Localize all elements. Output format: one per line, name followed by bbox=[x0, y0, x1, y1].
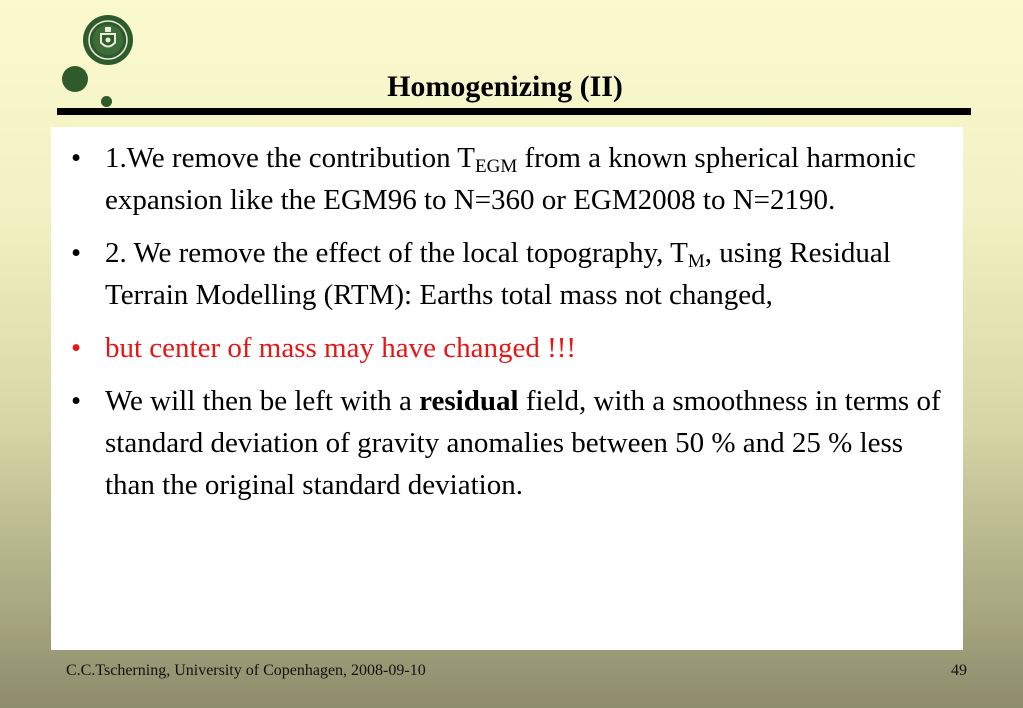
content-panel bbox=[51, 127, 963, 650]
bullet-marker: • bbox=[71, 237, 82, 269]
bullet-item-highlight: • but center of mass may have changed !!! bbox=[61, 327, 953, 369]
bullet-item: • We will then be left with a residual field, with a smoothness in terms of standard deviation of gravity anomalies between 50 % and 25 % less than the original standard deviation. bbox=[61, 380, 953, 506]
bullet-marker: • bbox=[71, 142, 82, 174]
page-number: 49 bbox=[951, 662, 967, 679]
bullet-list bbox=[61, 137, 953, 506]
bullet-marker: • bbox=[71, 332, 82, 364]
footer-credit: C.C.Tscherning, University of Copenhagen, 2008-09-10 bbox=[66, 662, 426, 679]
decorative-dot-icon bbox=[62, 66, 88, 92]
bullet-marker: • bbox=[71, 385, 82, 417]
decorative-dot-icon bbox=[101, 96, 112, 107]
title-divider bbox=[57, 108, 971, 115]
emphasis-residual: residual bbox=[419, 385, 519, 417]
university-seal-icon bbox=[82, 14, 134, 66]
bullet-item: • 1.We remove the contribution $T_{EGM}$ from a known spherical harmonic expansion like the EGM96 to N=360 or EGM2008 to N=2190. bbox=[61, 137, 953, 221]
bullet-item: • 2. We remove the effect of the local topography, $T_M$, using Residual Terrain Modelling (RTM): Earths total mass not changed, bbox=[61, 232, 953, 316]
slide-title: Homogenizing (II) bbox=[387, 70, 623, 103]
